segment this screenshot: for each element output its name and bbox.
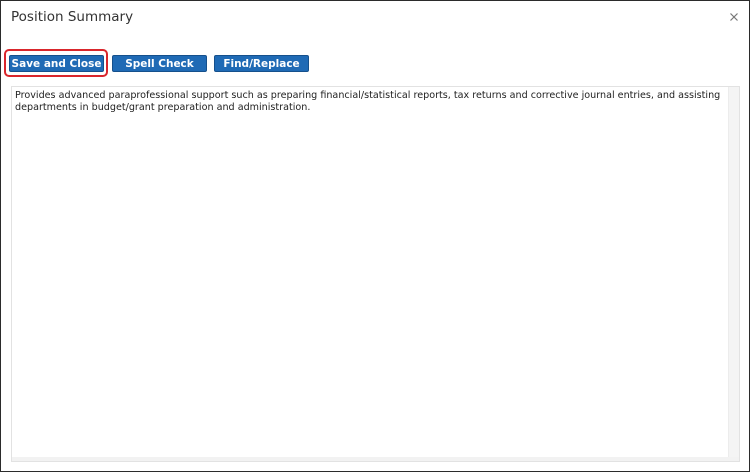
close-icon[interactable] — [727, 10, 741, 24]
dialog-title: Position Summary — [11, 9, 134, 25]
position-summary-text[interactable]: Provides advanced paraprofessional support such as preparing financial/statistical reports, tax returns and corrective journal entries, and assisting departments in budget/grant preparation and administration. — [15, 90, 724, 113]
vertical-scrollbar[interactable] — [728, 87, 739, 461]
save-and-close-button[interactable]: Save and Close — [9, 55, 104, 72]
position-summary-textarea[interactable] — [11, 86, 740, 462]
spell-check-button[interactable]: Spell Check — [112, 55, 207, 72]
dialog-title-bar — [1, 1, 749, 37]
dialog-toolbar — [1, 47, 749, 83]
horizontal-scrollbar[interactable] — [12, 457, 739, 461]
find-replace-button[interactable]: Find/Replace — [214, 55, 309, 72]
